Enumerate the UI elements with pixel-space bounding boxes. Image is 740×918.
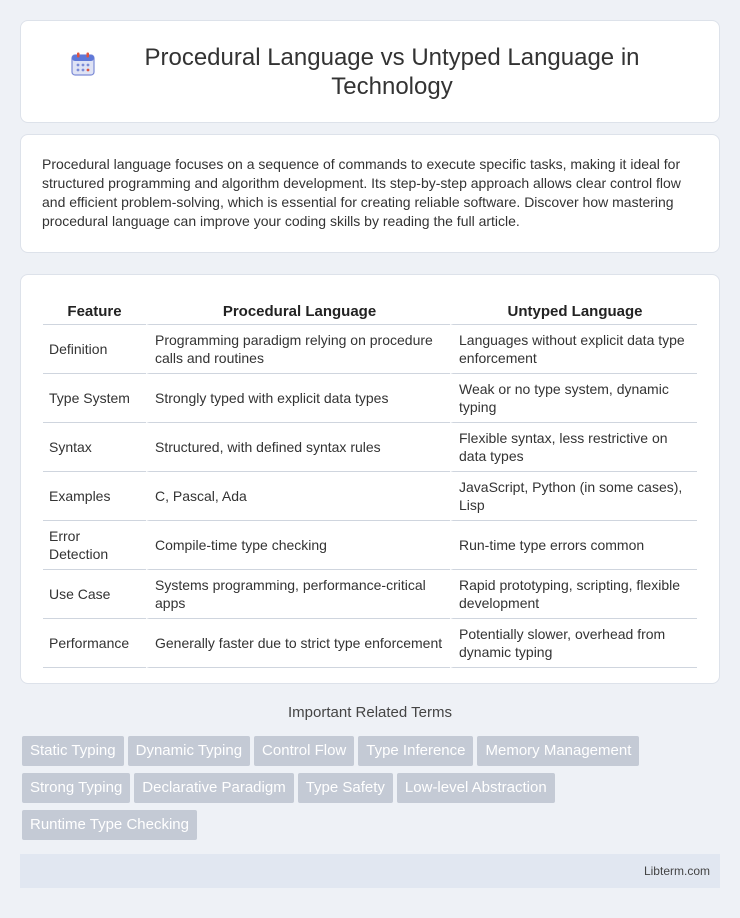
related-term-tag[interactable]: Declarative Paradigm xyxy=(134,773,293,803)
row-untyped-cell: Rapid prototyping, scripting, flexible development xyxy=(450,570,697,619)
column-header-procedural: Procedural Language xyxy=(146,295,450,325)
footer-site[interactable]: Libterm.com xyxy=(643,864,710,878)
row-untyped-cell: Languages without explicit data type enforcement xyxy=(450,325,697,374)
row-untyped-cell: Potentially slower, overhead from dynamic typing xyxy=(450,619,697,668)
related-term-tag[interactable]: Strong Typing xyxy=(22,773,130,803)
table-row xyxy=(43,325,697,374)
row-untyped-cell: Run-time type errors common xyxy=(450,521,697,570)
intro-text: Procedural language focuses on a sequence of commands to execute specific tasks, making it ideal for structured programming and algorithm development. Its step-by-step approach allows clear control flow and efficient problem-solving, which is essential for creating reliable software. Discover how mastering procedural language can improve your coding skills by reading the full article. xyxy=(42,156,681,229)
row-untyped-cell: JavaScript, Python (in some cases), Lisp xyxy=(450,472,697,521)
related-term-tag[interactable]: Type Safety xyxy=(298,773,393,803)
related-term-tag[interactable]: Type Inference xyxy=(358,736,473,766)
related-terms-list xyxy=(22,736,722,847)
footer xyxy=(20,854,720,888)
row-feature-cell: Error Detection xyxy=(43,521,146,570)
page-title: Procedural Language vs Untyped Language in Technology xyxy=(144,43,640,100)
row-feature-cell: Performance xyxy=(43,619,146,668)
table-row xyxy=(43,374,697,423)
row-feature-cell: Definition xyxy=(43,325,146,374)
row-feature-cell: Type System xyxy=(43,374,146,423)
table-row xyxy=(43,619,697,668)
table-row xyxy=(43,570,697,619)
related-term-tag[interactable]: Static Typing xyxy=(22,736,124,766)
related-term-tag[interactable]: Control Flow xyxy=(254,736,354,766)
row-procedural-cell: Compile-time type checking xyxy=(146,521,450,570)
title-wrap xyxy=(70,43,670,101)
related-terms-title: Important Related Terms xyxy=(288,704,452,721)
table-header-row xyxy=(43,295,697,325)
row-procedural-cell: C, Pascal, Ada xyxy=(146,472,450,521)
row-untyped-cell: Flexible syntax, less restrictive on data types xyxy=(450,423,697,472)
related-term-tag[interactable]: Runtime Type Checking xyxy=(22,810,197,840)
table-row xyxy=(43,472,697,521)
row-procedural-cell: Structured, with defined syntax rules xyxy=(146,423,450,472)
related-term-tag[interactable]: Low-level Abstraction xyxy=(397,773,555,803)
calendar-icon xyxy=(70,51,96,77)
table-row xyxy=(43,423,697,472)
title-card xyxy=(20,20,720,123)
column-header-untyped: Untyped Language xyxy=(450,295,697,325)
related-term-tag[interactable]: Memory Management xyxy=(477,736,639,766)
row-feature-cell: Examples xyxy=(43,472,146,521)
row-procedural-cell: Generally faster due to strict type enforcement xyxy=(146,619,450,668)
intro-card xyxy=(20,134,720,253)
row-procedural-cell: Systems programming, performance-critical apps xyxy=(146,570,450,619)
row-untyped-cell: Weak or no type system, dynamic typing xyxy=(450,374,697,423)
row-procedural-cell: Strongly typed with explicit data types xyxy=(146,374,450,423)
column-header-feature: Feature xyxy=(43,295,146,325)
row-feature-cell: Use Case xyxy=(43,570,146,619)
table-row xyxy=(43,521,697,570)
comparison-table xyxy=(43,295,697,668)
comparison-table-card xyxy=(20,274,720,684)
row-procedural-cell: Programming paradigm relying on procedure calls and routines xyxy=(146,325,450,374)
related-term-tag[interactable]: Dynamic Typing xyxy=(128,736,250,766)
row-feature-cell: Syntax xyxy=(43,423,146,472)
